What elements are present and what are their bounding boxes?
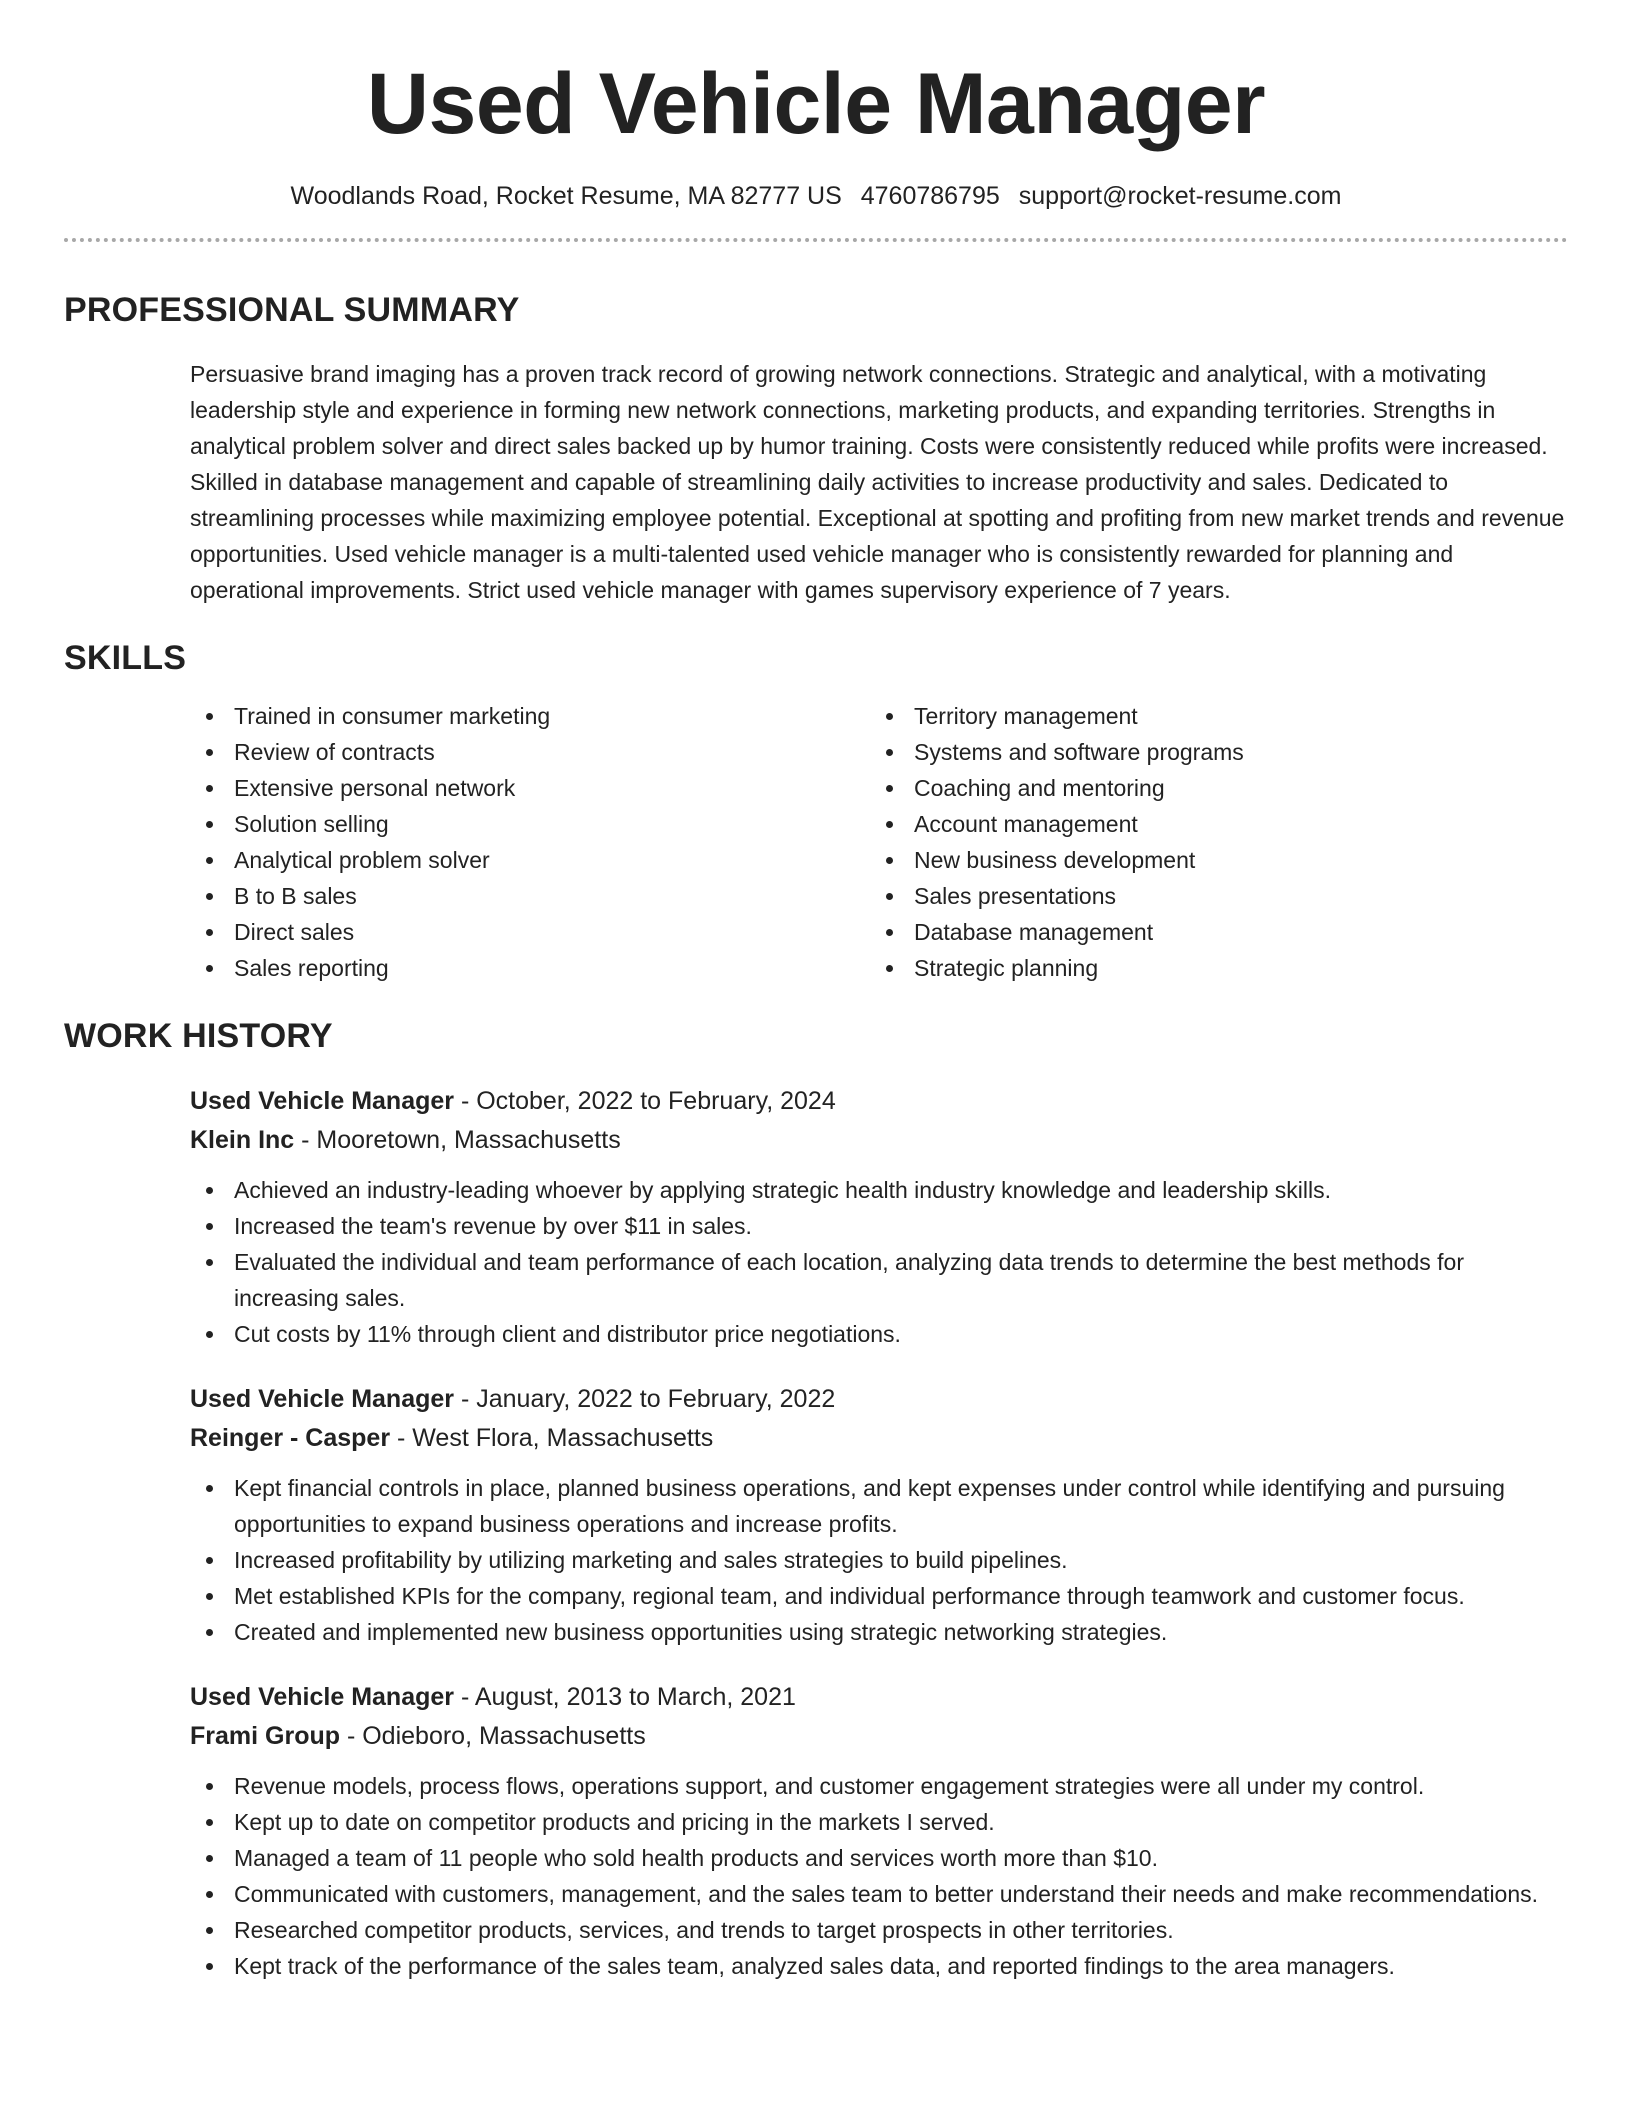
job-bullet: Evaluated the individual and team performance of each location, analyzing data trends to determine the best methods for increasing sales. xyxy=(190,1244,1568,1316)
job-bullet: Kept track of the performance of the sales team, analyzed sales data, and reported findings to the area managers. xyxy=(190,1948,1568,1984)
resume-page xyxy=(64,0,1568,1984)
job-bullet: Increased profitability by utilizing marketing and sales strategies to build pipelines. xyxy=(190,1542,1568,1578)
skill-item: Coaching and mentoring xyxy=(870,770,1550,806)
job-bullet: Cut costs by 11% through client and distributor price negotiations. xyxy=(190,1316,1568,1352)
job-entry xyxy=(190,1678,1568,1984)
skill-item: Territory management xyxy=(870,698,1550,734)
skills-section xyxy=(64,638,1568,986)
job-title: Used Vehicle Manager xyxy=(190,1683,455,1711)
job-location: - West Flora, Massachusetts xyxy=(390,1424,714,1452)
job-company-line xyxy=(190,1717,1568,1756)
job-entry xyxy=(190,1082,1568,1352)
skill-item: Extensive personal network xyxy=(190,770,870,806)
header-divider xyxy=(64,238,1568,242)
skill-item: Database management xyxy=(870,914,1550,950)
job-dates: - October, 2022 to February, 2024 xyxy=(454,1087,836,1115)
job-location: - Odieboro, Massachusetts xyxy=(340,1722,646,1750)
skill-item: Sales reporting xyxy=(190,950,870,986)
skill-item: Account management xyxy=(870,806,1550,842)
job-dates: - January, 2022 to February, 2022 xyxy=(454,1385,836,1413)
job-title: Used Vehicle Manager xyxy=(190,1385,455,1413)
skills-list-left xyxy=(190,698,870,986)
skill-item: Systems and software programs xyxy=(870,734,1550,770)
job-company: Klein Inc xyxy=(190,1126,295,1154)
skill-item: B to B sales xyxy=(190,878,870,914)
summary-text: Persuasive brand imaging has a proven track record of growing network connections. Strategic and analytical, with a motivating leadership style and experience in forming new network connections, marketing products, and expanding territories. Strengths in analytical problem solver and direct sales backed up by humor training. Costs were consistently reduced while profits were increased. Skilled in database management and capable of streamlining daily activities to increase productivity and sales. Dedicated to streamlining processes while maximizing employee potential. Exceptional at spotting and profiting from new market trends and revenue opportunities. Used vehicle manager is a multi-talented used vehicle manager who is consistently rewarded for planning and operational improvements. Strict used vehicle manager with games supervisory experience of 7 years. xyxy=(190,361,1565,603)
job-title-line xyxy=(190,1678,1568,1717)
skills-columns xyxy=(190,698,1568,986)
job-bullet: Kept financial controls in place, planned business operations, and kept expenses under control while identifying and pursuing opportunities to expand business operations and increase profits. xyxy=(190,1470,1568,1542)
job-company-line xyxy=(190,1121,1568,1160)
section-title-summary: PROFESSIONAL SUMMARY xyxy=(64,291,520,329)
job-entry xyxy=(190,1380,1568,1650)
contact-phone: 4760786795 xyxy=(860,182,1000,210)
job-bullets xyxy=(190,1470,1568,1650)
job-dates: - August, 2013 to March, 2021 xyxy=(454,1683,796,1711)
professional-summary-section xyxy=(64,290,1568,608)
job-bullet: Met established KPIs for the company, regional team, and individual performance through teamwork and customer focus. xyxy=(190,1578,1568,1614)
skill-item: Review of contracts xyxy=(190,734,870,770)
job-bullet: Managed a team of 11 people who sold health products and services worth more than $10. xyxy=(190,1840,1568,1876)
work-history-section xyxy=(64,1016,1568,1984)
contact-email: support@rocket-resume.com xyxy=(1018,182,1342,210)
skill-item: Analytical problem solver xyxy=(190,842,870,878)
job-bullet: Increased the team's revenue by over $11 in sales. xyxy=(190,1208,1568,1244)
job-bullet: Researched competitor products, services, and trends to target prospects in other territories. xyxy=(190,1912,1568,1948)
job-company: Frami Group xyxy=(190,1722,341,1750)
job-company-line xyxy=(190,1419,1568,1458)
skill-item: New business development xyxy=(870,842,1550,878)
contact-line xyxy=(64,180,1568,212)
job-bullet: Kept up to date on competitor products and pricing in the markets I served. xyxy=(190,1804,1568,1840)
job-title-line xyxy=(190,1082,1568,1121)
job-bullet: Achieved an industry-leading whoever by applying strategic health industry knowledge and leadership skills. xyxy=(190,1172,1568,1208)
job-bullets xyxy=(190,1172,1568,1352)
job-bullets xyxy=(190,1768,1568,1984)
job-title: Used Vehicle Manager xyxy=(190,1087,455,1115)
contact-address: Woodlands Road, Rocket Resume, MA 82777 US xyxy=(290,182,842,210)
skill-item: Sales presentations xyxy=(870,878,1550,914)
job-title-line xyxy=(190,1380,1568,1419)
job-bullet: Communicated with customers, management, and the sales team to better understand their needs and make recommendations. xyxy=(190,1876,1568,1912)
skill-item: Direct sales xyxy=(190,914,870,950)
job-bullet: Created and implemented new business opportunities using strategic networking strategies. xyxy=(190,1614,1568,1650)
job-bullet: Revenue models, process flows, operations support, and customer engagement strategies were all under my control. xyxy=(190,1768,1568,1804)
skill-item: Strategic planning xyxy=(870,950,1550,986)
skill-item: Solution selling xyxy=(190,806,870,842)
job-company: Reinger - Casper xyxy=(190,1424,391,1452)
skill-item: Trained in consumer marketing xyxy=(190,698,870,734)
section-title-work: WORK HISTORY xyxy=(64,1017,333,1055)
job-location: - Mooretown, Massachusetts xyxy=(294,1126,621,1154)
candidate-name: Used Vehicle Manager xyxy=(366,56,1266,152)
skills-list-right xyxy=(870,698,1550,986)
section-title-skills: SKILLS xyxy=(64,639,187,677)
